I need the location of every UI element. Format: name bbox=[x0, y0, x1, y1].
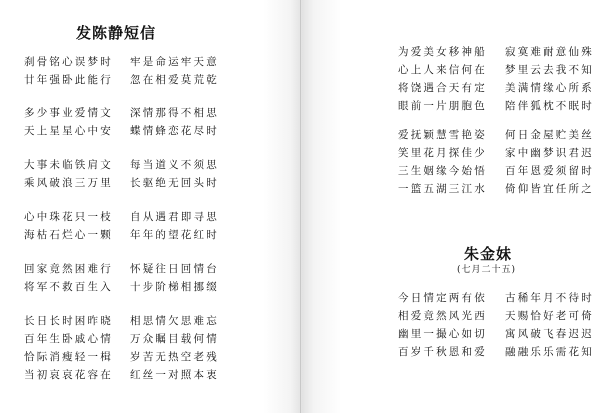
poem-line: 万众瞩目载何情 bbox=[130, 333, 219, 345]
poem-line: 长驱绝无回头时 bbox=[130, 177, 219, 189]
poem-line: 乘风破浪三万里 bbox=[24, 177, 113, 189]
poem-line: 寂寞难耐意仙殊 bbox=[505, 46, 594, 58]
poem-line: 寓风破飞春迟迟 bbox=[505, 328, 594, 340]
poem-line: 刹骨铭心误梦时 bbox=[24, 56, 113, 68]
poem-line: 心中珠花只一枝 bbox=[24, 211, 113, 223]
left-page-title: 发陈静短信 bbox=[76, 24, 157, 42]
poem-line: 十步阶梯相挪缀 bbox=[130, 281, 219, 293]
poem-line: 年年的望花红时 bbox=[130, 229, 219, 241]
poem-line: 何日金屋贮美丝 bbox=[505, 129, 594, 141]
stanza-left-column bbox=[24, 260, 113, 296]
poem-line: 心上人来信何在 bbox=[398, 64, 487, 76]
poem-line: 家中幽梦识君迟 bbox=[505, 147, 594, 159]
poem-line: 每当道义不须思 bbox=[130, 159, 219, 171]
poem-line: 百年生卧戚心情 bbox=[24, 333, 113, 345]
stanza-left-column bbox=[398, 289, 487, 361]
poem-line: 三生姻缘今始悟 bbox=[398, 165, 487, 177]
poem-line: 红丝一对照本衷 bbox=[130, 369, 219, 381]
poem-line: 忽在相爱莫荒乾 bbox=[130, 74, 219, 86]
poem-line: 百岁千秋恩和爱 bbox=[398, 346, 487, 358]
poem-line: 古稀年月不待时 bbox=[505, 292, 594, 304]
stanza-right-column bbox=[130, 208, 219, 244]
poem-line: 深情那得不相思 bbox=[130, 107, 219, 119]
poem-line: 梦里云去我不知 bbox=[505, 64, 594, 76]
stanza-right-column bbox=[130, 312, 219, 384]
poem-line: 百年恩爱须留时 bbox=[505, 165, 594, 177]
poem-line: 倚仰皆宜任所之 bbox=[505, 183, 594, 195]
poem-line: 岁苦无热空老残 bbox=[130, 351, 219, 363]
stanza-left-column bbox=[24, 208, 113, 244]
poem-line: 自从遇君即寻思 bbox=[130, 211, 219, 223]
stanza-left-column bbox=[24, 156, 113, 192]
stanza-right-column bbox=[130, 104, 219, 140]
poem-line: 相思情欠思难忘 bbox=[130, 315, 219, 327]
poem-line: 大事未临铁肩文 bbox=[24, 159, 113, 171]
poem-line: 美满情缘心所系 bbox=[505, 82, 594, 94]
poem-line: 蝶情蜂恋花尽时 bbox=[130, 125, 219, 137]
poem-line: 怀疑往日回情台 bbox=[130, 263, 219, 275]
poem-line: 天上星星心中安 bbox=[24, 125, 113, 137]
poem-line: 天赐恰好老可倚 bbox=[505, 310, 594, 322]
poem-line: 恰际消瘦轻一楫 bbox=[24, 351, 113, 363]
poem-line: 陪伴狐枕不眠时 bbox=[505, 100, 594, 112]
stanza-right-column bbox=[130, 53, 219, 89]
poem-line: 将军不救百生入 bbox=[24, 281, 113, 293]
stanza-right-column bbox=[130, 156, 219, 192]
page-divider bbox=[300, 0, 301, 413]
stanza-left-column bbox=[398, 43, 487, 115]
poem-line: 将饶遇合天有定 bbox=[398, 82, 487, 94]
book-gutter bbox=[263, 0, 341, 413]
poem-line: 一篮五湖三江水 bbox=[398, 183, 487, 195]
right-section-date: (七月二十五) bbox=[457, 265, 517, 275]
stanza-right-column bbox=[130, 260, 219, 296]
stanza-left-column bbox=[398, 126, 487, 198]
poem-line: 为爱美女移神船 bbox=[398, 46, 487, 58]
poem-line: 长日长时困昨晓 bbox=[24, 315, 113, 327]
poem-line: 相爱竟然风光西 bbox=[398, 310, 487, 322]
poem-line: 回家竟然困难行 bbox=[24, 263, 113, 275]
poem-line: 眼前一片朋胞色 bbox=[398, 100, 487, 112]
stanza-left-column bbox=[24, 53, 113, 89]
stanza-left-column bbox=[24, 104, 113, 140]
poem-line: 笑里花月探佳少 bbox=[398, 147, 487, 159]
poem-line: 牢是命运牢天意 bbox=[130, 56, 219, 68]
stanza-right-column bbox=[505, 43, 594, 115]
poem-line: 融融乐乐需花知 bbox=[505, 346, 594, 358]
poem-line: 幽里一撮心如切 bbox=[398, 328, 487, 340]
right-section-title: 朱金妹 bbox=[464, 245, 513, 263]
stanza-right-column bbox=[505, 126, 594, 198]
stanza-right-column bbox=[505, 289, 594, 361]
poem-line: 海枯石烂心一颗 bbox=[24, 229, 113, 241]
stanza-left-column bbox=[24, 312, 113, 384]
poem-line: 今日情定两有依 bbox=[398, 292, 487, 304]
poem-line: 爱抚颖慧雪艳姿 bbox=[398, 129, 487, 141]
poem-line: 多少事业爱情文 bbox=[24, 107, 113, 119]
poem-line: 廿年强卧此能行 bbox=[24, 74, 113, 86]
poem-line: 当初哀哀花容在 bbox=[24, 369, 113, 381]
